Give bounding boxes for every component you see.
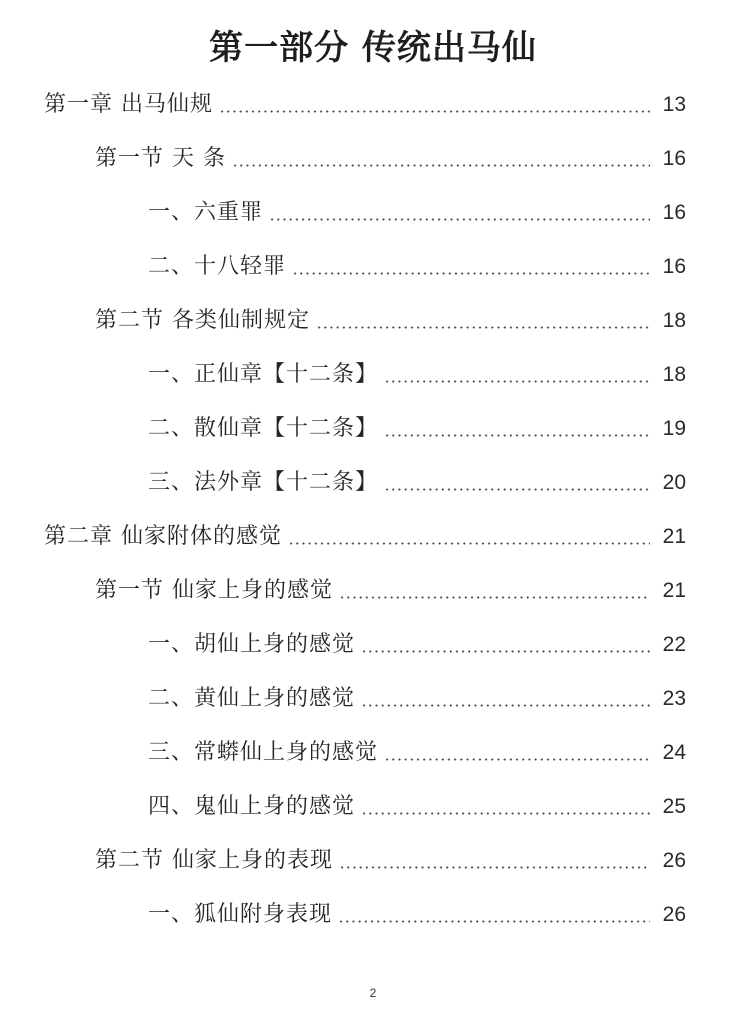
toc-entry-page: 21 xyxy=(662,579,686,602)
toc-entry-page: 20 xyxy=(662,471,686,494)
toc-entry-page: 26 xyxy=(662,849,686,872)
toc-entry[interactable] xyxy=(148,188,686,228)
toc-entry-label: 第一节 天 条 xyxy=(95,146,226,171)
toc-entry-page: 26 xyxy=(662,903,686,926)
toc-entry[interactable] xyxy=(148,674,686,714)
toc-entry-page: 19 xyxy=(662,417,686,440)
toc-entry-page: 18 xyxy=(662,309,686,332)
toc-leader-dots xyxy=(339,866,650,869)
toc-entry-label: 二、黄仙上身的感觉 xyxy=(148,686,356,711)
toc-entry-label: 第二节 各类仙制规定 xyxy=(95,308,310,333)
toc-entry-label: 一、六重罪 xyxy=(148,200,264,225)
toc-leader-dots xyxy=(338,920,650,923)
toc-leader-dots xyxy=(288,542,650,545)
toc-entry[interactable] xyxy=(44,512,686,552)
toc-entry-label: 第一节 仙家上身的感觉 xyxy=(95,578,333,603)
toc-entry-label: 三、常蟒仙上身的感觉 xyxy=(148,740,379,765)
toc-entry-label: 第一章 出马仙规 xyxy=(44,92,213,117)
toc-entry[interactable] xyxy=(95,296,686,336)
toc-entry-page: 16 xyxy=(662,147,686,170)
toc-leader-dots xyxy=(339,596,650,599)
toc-leader-dots xyxy=(361,650,650,653)
toc-entry[interactable] xyxy=(148,242,686,282)
toc-entry[interactable] xyxy=(95,566,686,606)
toc-entry-label: 一、胡仙上身的感觉 xyxy=(148,632,356,657)
toc-entry-page: 16 xyxy=(662,255,686,278)
page-title: 第一部分 传统出马仙 xyxy=(209,28,537,68)
toc-entry[interactable] xyxy=(148,458,686,498)
toc-entry[interactable] xyxy=(44,80,686,120)
toc-entry-page: 22 xyxy=(662,633,686,656)
toc-leader-dots xyxy=(361,812,650,815)
toc-entry[interactable] xyxy=(95,134,686,174)
toc-entry[interactable] xyxy=(148,620,686,660)
toc-entry-page: 13 xyxy=(662,93,686,116)
toc-entry[interactable] xyxy=(148,890,686,930)
toc-leader-dots xyxy=(292,272,650,275)
toc-entry-label: 二、十八轻罪 xyxy=(148,254,287,279)
toc-entry-page: 18 xyxy=(662,363,686,386)
toc-entry[interactable] xyxy=(148,782,686,822)
toc-entry-label: 第二章 仙家附体的感觉 xyxy=(44,524,282,549)
toc-entry[interactable] xyxy=(148,350,686,390)
toc-leader-dots xyxy=(316,326,650,329)
toc-entry-page: 25 xyxy=(662,795,686,818)
toc-leader-dots xyxy=(232,164,650,167)
toc-leader-dots xyxy=(384,488,650,491)
toc-entry-label: 一、狐仙附身表现 xyxy=(148,902,333,927)
toc-entry-label: 二、散仙章【十二条】 xyxy=(148,416,379,441)
toc-entry-page: 23 xyxy=(662,687,686,710)
page-number: 2 xyxy=(369,986,377,1000)
toc-entry-label: 三、法外章【十二条】 xyxy=(148,470,379,495)
toc-entry[interactable] xyxy=(95,836,686,876)
toc-entry-label: 四、鬼仙上身的感觉 xyxy=(148,794,356,819)
toc-leader-dots xyxy=(384,380,650,383)
toc-leader-dots xyxy=(384,434,650,437)
toc-entry-page: 16 xyxy=(662,201,686,224)
toc-leader-dots xyxy=(219,110,650,113)
toc-entry-label: 第二节 仙家上身的表现 xyxy=(95,848,333,873)
toc-leader-dots xyxy=(361,704,650,707)
toc-leader-dots xyxy=(384,758,650,761)
toc-leader-dots xyxy=(269,218,650,221)
toc-entry-page: 24 xyxy=(662,741,686,764)
toc-entry-label: 一、正仙章【十二条】 xyxy=(148,362,379,387)
toc-entry[interactable] xyxy=(148,728,686,768)
toc-entry-page: 21 xyxy=(662,525,686,548)
toc-entry[interactable] xyxy=(148,404,686,444)
